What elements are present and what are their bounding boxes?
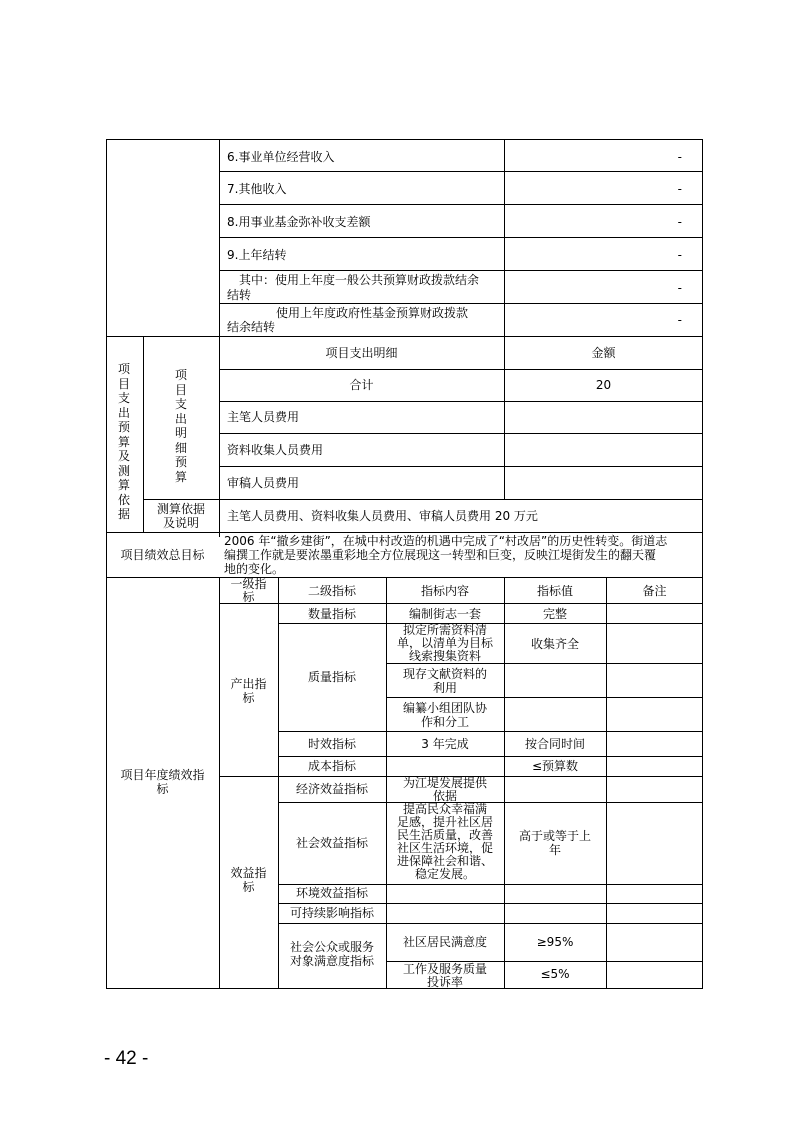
income-row-value: - (677, 150, 682, 164)
income-row-value: - (677, 313, 682, 327)
cost-value: ≤预算数 (531, 759, 579, 773)
social-content: 提高民众幸福满 (402, 802, 487, 816)
expense-detail-label: 项目支出明细预算 (174, 368, 187, 484)
goal-text: 地的变化。 (224, 562, 285, 576)
expense-total-label: 合计 (349, 378, 374, 392)
income-row-label: 结余结转 (227, 320, 276, 334)
quality-content: 单，以清单为目标 (396, 636, 493, 650)
economic-content: 依据 (432, 789, 457, 803)
social-value: 高于或等于上 (518, 829, 591, 843)
quantity-content: 编制街志一套 (408, 607, 481, 621)
goal-text: 2006 年“撤乡建街”，在城中村改造的机遇中完成了“村改居”的历史性转变。街道志 (224, 534, 668, 548)
header-content: 指标内容 (420, 584, 469, 598)
benefit-label: 标 (242, 880, 255, 894)
timeliness-content: 3 年完成 (421, 737, 469, 751)
satisfaction-value: ≤5% (540, 967, 570, 981)
quality-content: 拟定所需资料清 (402, 623, 487, 637)
goal-text: 编撰工作就是要浓墨重彩地全方位展现这一转型和巨变，反映江堤街发生的翻天覆 (224, 548, 657, 562)
income-row-label: 6.事业单位经营收入 (227, 150, 335, 164)
timeliness-indicator: 时效指标 (307, 737, 356, 751)
indicator-section-label: 标 (156, 782, 169, 796)
satisfaction-content: 社区居民满意度 (402, 935, 487, 949)
social-content: 足感，提升社区居 (396, 815, 493, 829)
social-indicator: 社会效益指标 (295, 836, 368, 850)
expense-item: 审稿人员费用 (227, 476, 300, 490)
satisfaction-indicator: 社会公众或服务 (289, 940, 374, 954)
quality-content: 利用 (432, 681, 457, 695)
expense-header-detail: 项目支出明细 (325, 346, 398, 360)
output-label: 标 (242, 691, 255, 705)
basis-label: 测算依据 (156, 502, 205, 516)
header-remark: 备注 (642, 584, 667, 598)
timeliness-value: 按合同时间 (524, 737, 585, 751)
expense-item: 主笔人员费用 (227, 410, 300, 424)
header-level1: 标 (242, 590, 255, 604)
income-row-label: 8.用事业基金弥补收支差额 (227, 215, 371, 229)
social-content: 稳定发展。 (414, 867, 475, 881)
social-value: 年 (548, 843, 561, 857)
satisfaction-content: 投诉率 (426, 975, 463, 989)
satisfaction-indicator: 对象满意度指标 (289, 954, 374, 968)
quantity-indicator: 数量指标 (307, 607, 356, 621)
income-row-value: - (677, 281, 682, 295)
social-content: 社区生活环境，促 (396, 841, 493, 855)
benefit-label: 效益指 (230, 866, 267, 880)
economic-content: 为江堤发展提供 (402, 776, 487, 790)
basis-label: 及说明 (162, 516, 199, 530)
quality-content: 线索搜集资料 (408, 649, 481, 663)
income-row-label: 其中：使用上年度一般公共预算财政拨款结余 (239, 273, 480, 287)
quality-value: 收集齐全 (530, 637, 579, 651)
output-label: 产出指 (230, 677, 267, 691)
quality-indicator: 质量指标 (307, 670, 356, 684)
quantity-value: 完整 (542, 607, 567, 621)
sustainable-indicator: 可持续影响指标 (289, 906, 374, 920)
quality-content: 作和分工 (420, 715, 469, 729)
economic-indicator: 经济效益指标 (295, 782, 368, 796)
satisfaction-content: 工作及服务质量 (402, 962, 487, 976)
income-row-label: 9.上年结转 (227, 248, 287, 262)
header-level2: 二级指标 (307, 584, 356, 598)
indicator-section-label: 项目年度绩效指 (120, 768, 205, 782)
social-content: 进保障社会和谐、 (396, 854, 493, 868)
quality-content: 编纂小组团队协 (402, 701, 487, 715)
page-number: - 42 - (104, 1048, 149, 1069)
income-row-label: 使用上年度政府性基金预算财政拨款 (276, 306, 469, 320)
social-content: 民生活质量，改善 (396, 828, 493, 842)
goal-label: 项目绩效总目标 (120, 548, 205, 562)
cost-indicator: 成本指标 (307, 759, 356, 773)
quality-content: 现存文献资料的 (402, 667, 487, 681)
income-row-value: - (677, 182, 682, 196)
expense-total-value: 20 (595, 378, 612, 392)
satisfaction-value: ≥95% (536, 935, 574, 949)
income-row-value: - (677, 248, 682, 262)
expense-header-amount: 金额 (591, 346, 616, 360)
environment-indicator: 环境效益指标 (295, 886, 368, 900)
expense-section-label: 项目支出预算及测算依据 (117, 362, 130, 521)
basis-text: 主笔人员费用、资料收集人员费用、审稿人员费用 20 万元 (227, 509, 538, 523)
income-row-value: - (677, 215, 682, 229)
header-value: 指标值 (536, 584, 573, 598)
header-level1: 一级指 (230, 577, 267, 591)
expense-item: 资料收集人员费用 (227, 443, 324, 457)
income-row-label: 结转 (227, 288, 252, 302)
income-row-label: 7.其他收入 (227, 182, 287, 196)
